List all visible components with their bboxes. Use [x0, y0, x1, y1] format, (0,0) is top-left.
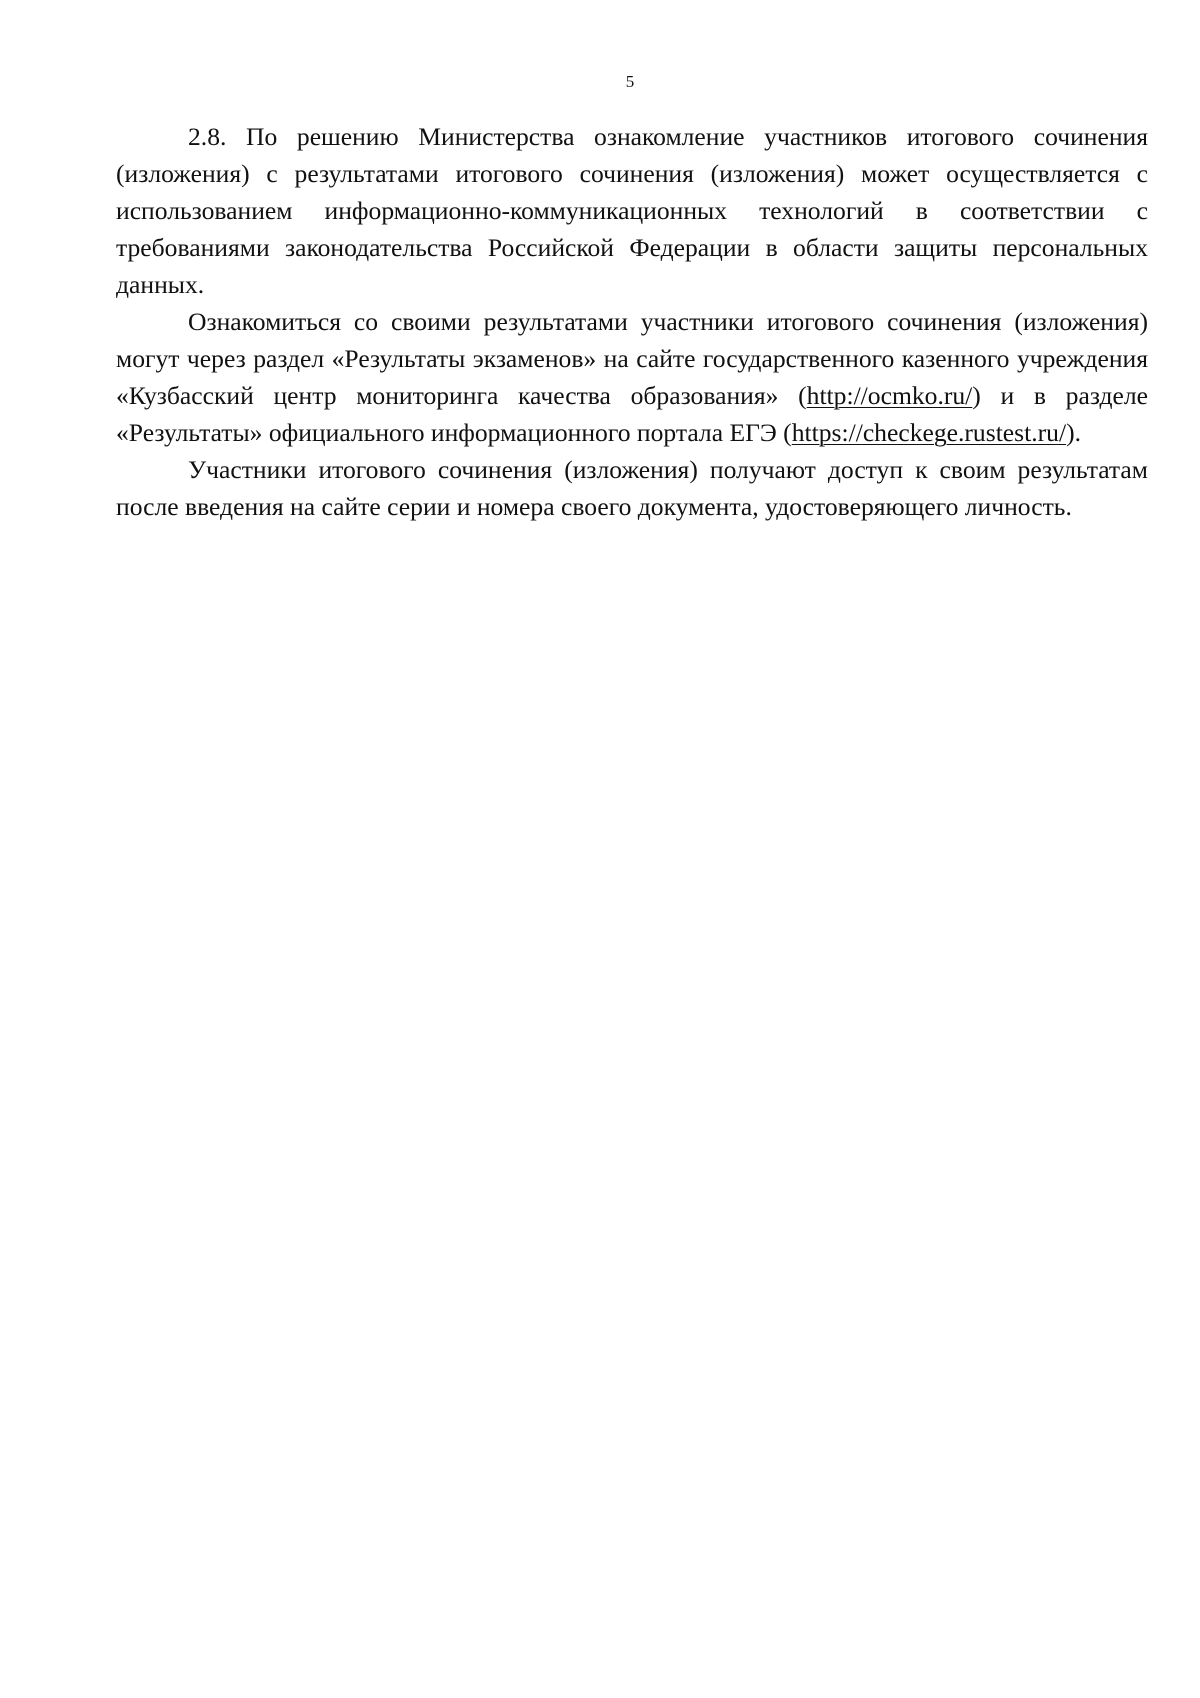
paragraph-text-end: ).: [1066, 418, 1081, 447]
paragraph-results-access: [116, 303, 1148, 451]
paragraph-2-8: 2.8. По решению Министерства ознакомление участников итогового сочинения (изложения) с результатами итогового сочинения (изложения) может осуществляется с использованием информационно-коммуникационных технологий в соответствии с требованиями законодательства Российской Федерации в области защиты персональных данных.: [116, 122, 1148, 299]
paragraph-text-middle: ) и в разделе «Результаты» официального информационного портала ЕГЭ (: [116, 381, 1149, 447]
page-number: 5: [625, 72, 635, 91]
paragraph-text-start: Ознакомиться со своими результатами участники итогового сочинения (изложения) могут через раздел «Результаты экзаменов» на сайте государственного казенного учреждения «Кузбасский центр мониторинга качества образования» (: [116, 307, 1148, 410]
checkege-link[interactable]: https://checkege.rustest.ru/: [791, 418, 1067, 447]
document-body: [116, 118, 1148, 525]
ocmko-link[interactable]: http://ocmko.ru/: [806, 381, 973, 410]
paragraph-identity-access: Участники итогового сочинения (изложения) получают доступ к своим результатам после введения на сайте серии и номера своего документа, удостоверяющего личность.: [116, 455, 1148, 521]
